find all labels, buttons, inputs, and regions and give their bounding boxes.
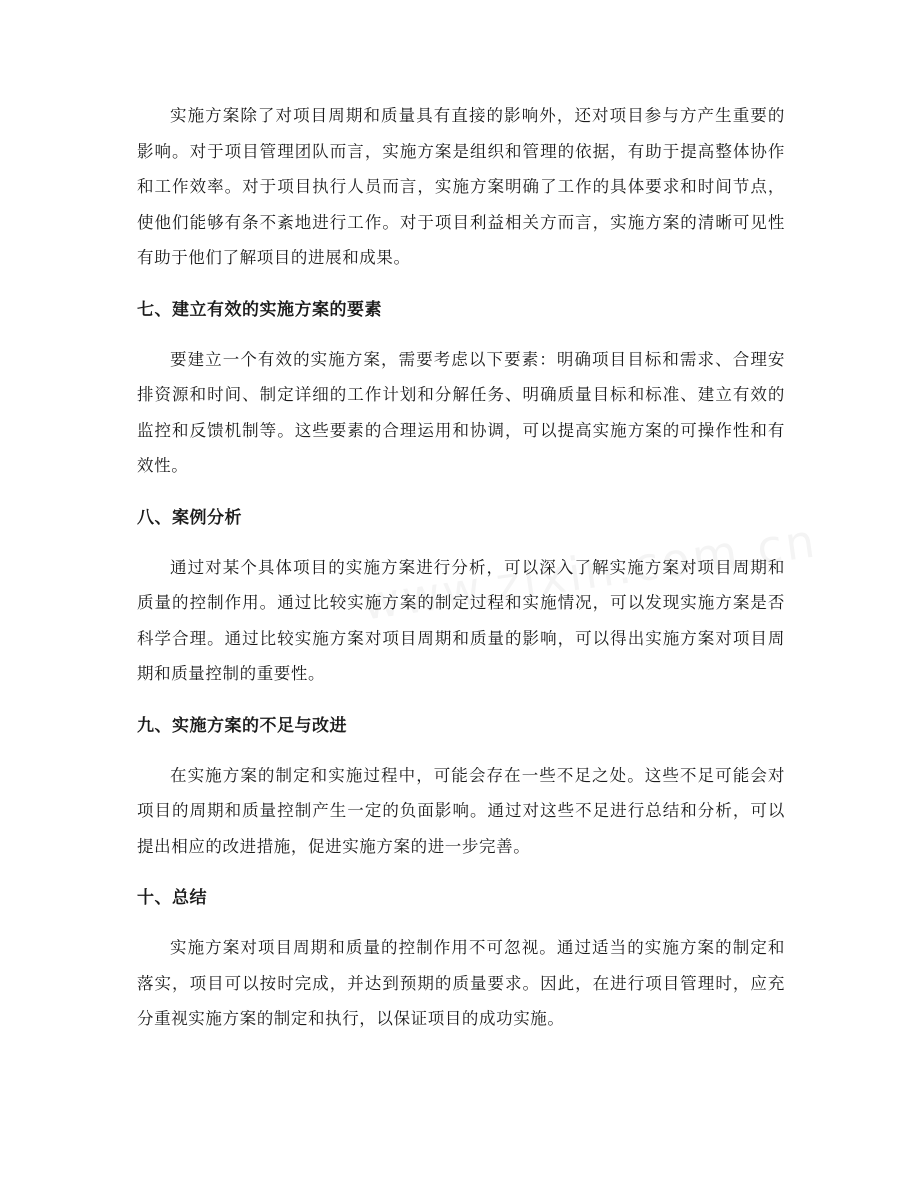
section-paragraph-9: 在实施方案的制定和实施过程中，可能会存在一些不足之处。这些不足可能会对项目的周期和质量控制产生一定的负面影响。通过对这些不足进行总结和分析，可以提出相应的改进措施，促进实施方案的进一步完善。 — [137, 765, 785, 856]
document-page — [137, 98, 785, 1037]
section-paragraph-8: 通过对某个具体项目的实施方案进行分析，可以深入了解实施方案对项目周期和质量的控制作用。通过比较实施方案的制定过程和实施情况，可以发现实施方案是否科学合理。通过比较实施方案对项目周期和质量的影响，可以得出实施方案对项目周期和质量控制的重要性。 — [137, 557, 785, 683]
section-paragraph-7: 要建立一个有效的实施方案，需要考虑以下要素：明确项目目标和需求、合理安排资源和时间、制定详细的工作计划和分解任务、明确质量目标和标准、建立有效的监控和反馈机制等。这些要素的合理运用和协调，可以提高实施方案的可操作性和有效性。 — [137, 349, 785, 475]
section-heading-9: 九、实施方案的不足与改进 — [137, 715, 347, 736]
section-paragraph-10: 实施方案对项目周期和质量的控制作用不可忽视。通过适当的实施方案的制定和落实，项目可以按时完成，并达到预期的质量要求。因此，在进行项目管理时，应充分重视实施方案的制定和执行，以保证项目的成功实施。 — [137, 938, 785, 1028]
section-heading-8: 八、案例分析 — [137, 507, 242, 528]
section-heading-7: 七、建立有效的实施方案的要素 — [137, 299, 382, 320]
section-heading-10: 十、总结 — [137, 888, 207, 908]
intro-paragraph: 实施方案除了对项目周期和质量具有直接的影响外，还对项目参与方产生重要的影响。对于项目管理团队而言，实施方案是组织和管理的依据，有助于提高整体协作和工作效率。对于项目执行人员而言，实施方案明确了工作的具体要求和时间节点，使他们能够有条不紊地进行工作。对于项目利益相关方而言，实施方案的清晰可见性有助于他们了解项目的进展和成果。 — [137, 106, 785, 267]
